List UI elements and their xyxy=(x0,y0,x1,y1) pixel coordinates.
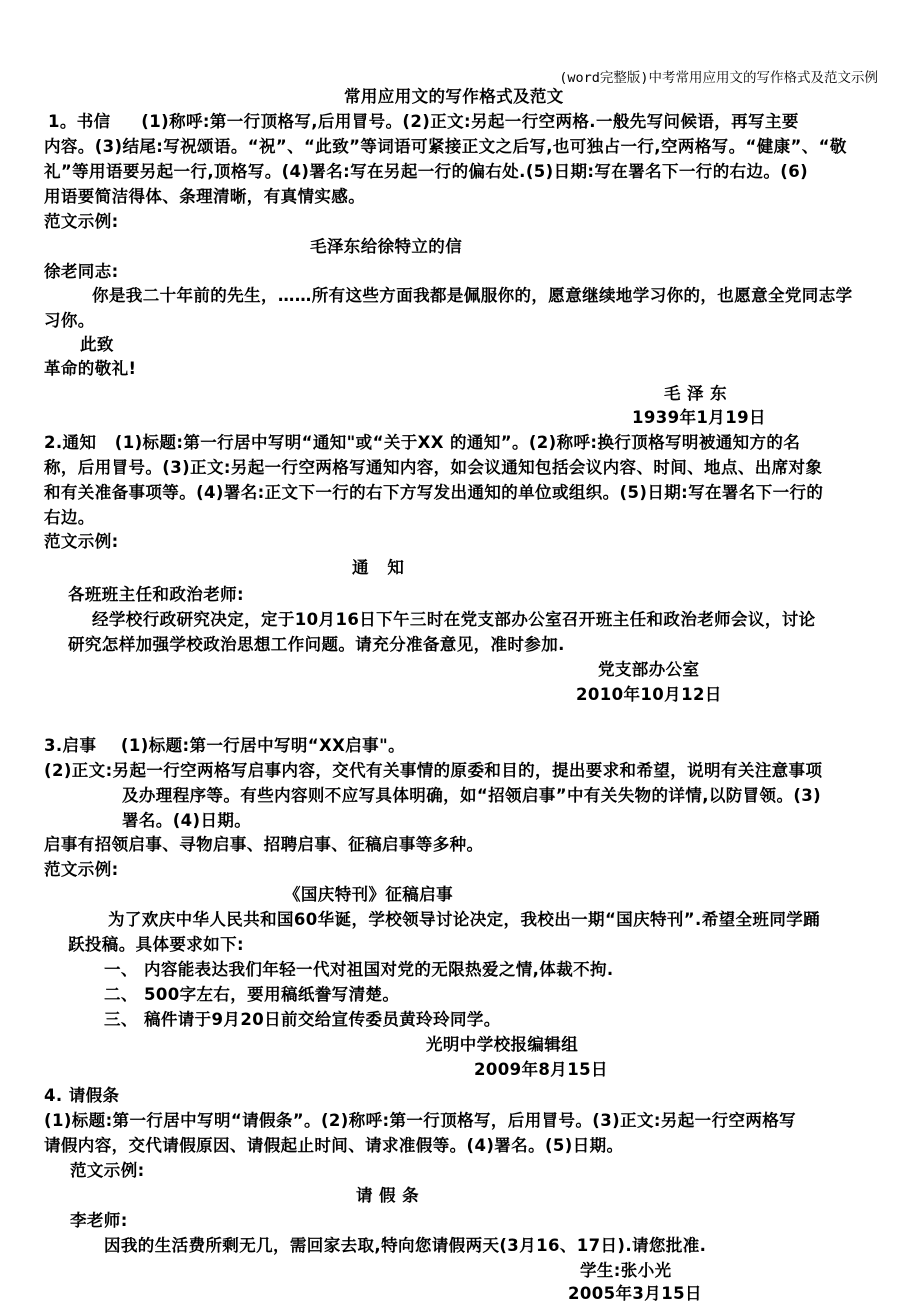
notice-recipient: 各班班主任和政治老师: xyxy=(68,585,244,604)
text-line: 3.启事 (1)标题:第一行居中写明“XX启事"。 xyxy=(44,736,405,755)
text-line: 2.通知 (1)标题:第一行居中写明“通知"或“关于XX 的通知”。(2)称呼:换行顶格写明被通知方的名 xyxy=(44,433,801,452)
text-line: 请假内容，交代请假原因、请假起止时间、请求准假等。(4)署名。(5)日期。 xyxy=(44,1136,624,1155)
leave-note-recipient: 李老师: xyxy=(70,1211,128,1230)
leave-note-date: 2005年3月15日 xyxy=(568,1284,702,1303)
letter-body: 习你。 xyxy=(44,311,95,330)
example-label: 范文示例: xyxy=(44,532,119,551)
text-line: 右边。 xyxy=(44,508,95,527)
text-line: 用语要简洁得体、条理清晰，有真情实感。 xyxy=(44,187,366,206)
requirement-item: 三、 稿件请于9月20日前交给宣传委员黄玲玲同学。 xyxy=(104,1010,501,1029)
text-line: 及办理程序等。有些内容则不应写具体明确，如“招领启事”中有关失物的详情,以防冒领。(3) xyxy=(122,786,822,805)
page-title: 常用应用文的写作格式及范文 xyxy=(344,87,564,106)
notice-date: 2010年10月12日 xyxy=(576,685,722,704)
announcement-body: 为了欢庆中华人民共和国60华诞，学校领导讨论决定，我校出一期“国庆特刊”.希望全班同学踊 xyxy=(108,910,821,929)
text-line: (1)标题:第一行居中写明“请假条”。(2)称呼:第一行顶格写，后用冒号。(3)正文:另起一行空两格写 xyxy=(44,1111,797,1130)
letter-title: 毛泽东给徐特立的信 xyxy=(310,237,463,256)
text-line: 启事有招领启事、寻物启事、招聘启事、征稿启事等多种。 xyxy=(44,835,484,854)
example-label: 范文示例: xyxy=(44,212,119,231)
text-line: 称，后用冒号。(3)正文:另起一行空两格写通知内容，如会议通知包括会议内容、时间、地点、出席对象 xyxy=(44,458,823,477)
text-line: 内容。(3)结尾:写祝颂语。“祝”、“此致”等词语可紧接正文之后写,也可独占一行,空两格写。“健康”、“敬 xyxy=(44,137,847,156)
leave-note-title: 请 假 条 xyxy=(356,1186,419,1205)
letter-date: 1939年1月19日 xyxy=(632,408,766,427)
section-heading: 4. 请假条 xyxy=(44,1086,120,1105)
announcement-body: 跃投稿。具体要求如下: xyxy=(68,935,244,954)
example-label: 范文示例: xyxy=(44,860,119,879)
letter-closing: 革命的敬礼! xyxy=(44,359,137,378)
leave-note-signature: 学生:张小光 xyxy=(580,1261,672,1280)
text-line: 和有关准备事项等。(4)署名:正文下一行的右下方写发出通知的单位或组织。(5)日期:写在署名下一行的 xyxy=(44,483,824,502)
text-line: 署名。(4)日期。 xyxy=(122,811,252,830)
requirement-item: 一、 内容能表达我们年轻一代对祖国对党的无限热爱之情,体裁不拘. xyxy=(104,960,614,979)
letter-signature: 毛 泽 东 xyxy=(664,384,727,403)
letter-closing: 此致 xyxy=(80,335,114,354)
example-label: 范文示例: xyxy=(70,1161,145,1180)
text-line: 1。书信 (1)称呼:第一行顶格写,后用冒号。(2)正文:另起一行空两格.一般先写问候语，再写主要 xyxy=(48,112,799,131)
announcement-title: 《国庆特刊》征稿启事 xyxy=(284,885,453,904)
leave-note-body: 因我的生活费所剩无几，需回家去取,特向您请假两天(3月16、17日).请您批准. xyxy=(104,1236,707,1255)
notice-body: 研究怎样加强学校政治思想工作问题。请充分准备意见，准时参加. xyxy=(68,635,565,654)
notice-body: 经学校行政研究决定，定于10月16日下午三时在党支部办公室召开班主任和政治老师会议，讨论 xyxy=(92,610,816,629)
announcement-signature: 光明中学校报编辑组 xyxy=(426,1035,579,1054)
announcement-date: 2009年8月15日 xyxy=(474,1060,608,1079)
text-line: (2)正文:另起一行空两格写启事内容，交代有关事情的原委和目的，提出要求和希望，说明有关注意事项 xyxy=(44,761,823,780)
notice-title: 通 知 xyxy=(352,558,405,577)
notice-signature: 党支部办公室 xyxy=(598,660,700,679)
letter-body: 你是我二十年前的先生，……所有这些方面我都是佩服你的，愿意继续地学习你的，也愿意全党同志学 xyxy=(92,286,853,305)
text-line: 礼”等用语要另起一行,顶格写。(4)署名:写在另起一行的偏右处.(5)日期:写在署名下一行的右边。(6) xyxy=(44,162,809,181)
letter-salutation: 徐老同志: xyxy=(44,262,119,281)
requirement-item: 二、 500字左右，要用稿纸誊写清楚。 xyxy=(104,985,400,1004)
page-header: (word完整版)中考常用应用文的写作格式及范文示例 xyxy=(559,70,878,86)
